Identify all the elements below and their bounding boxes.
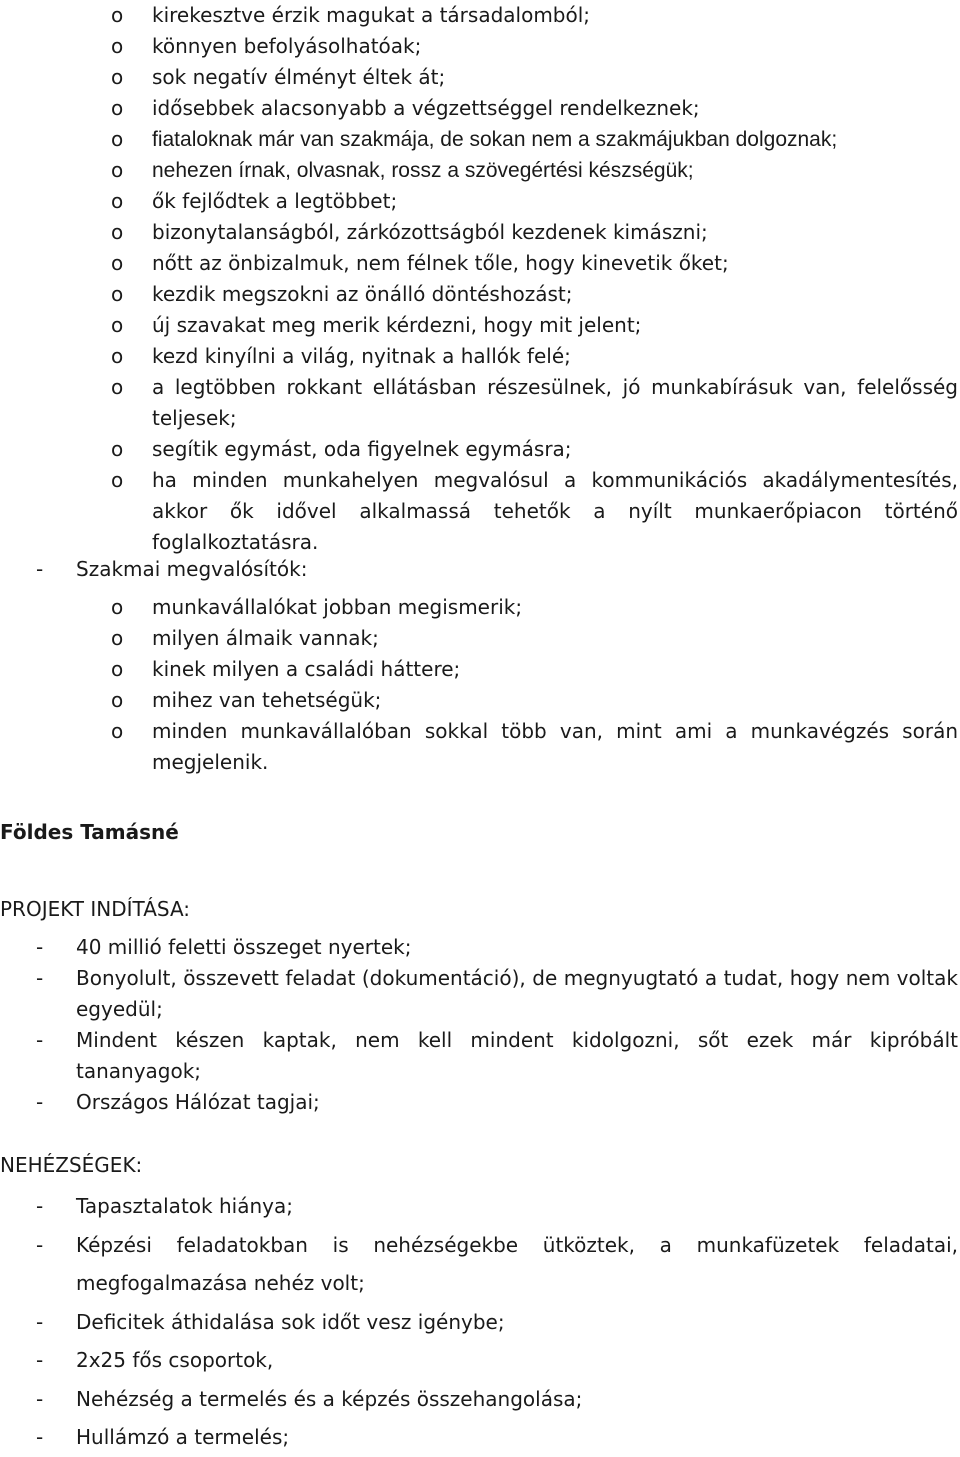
bullet-marker: o (111, 282, 124, 306)
list-item: o fiataloknak már van szakmája, de sokan nem a szakmájukban dolgoznak; (0, 124, 960, 155)
list-item: - Deficitek áthidalása sok időt vesz igénybe; (0, 1303, 960, 1342)
dash-marker: - (36, 1348, 44, 1372)
section-heading: Szakmai megvalósítók: (76, 557, 308, 581)
dash-marker: - (36, 966, 44, 990)
bullet-marker: o (111, 34, 124, 58)
list-item: o ha minden munkahelyen megvalósul a kommunikációs akadálymentesítés, akkor ők idővel alkalmassá tehetők a nyílt munkaerőpiacon történő foglalkoztatásra. (0, 465, 960, 558)
implementers-list (0, 592, 960, 778)
bullet-marker: o (111, 437, 124, 461)
list-item: - Hullámzó a termelés; (0, 1418, 960, 1457)
list-item: o ők fejlődtek a legtöbbet; (0, 186, 960, 217)
dash-marker: - (36, 935, 44, 959)
bullet-marker: o (111, 65, 124, 89)
project-heading: PROJEKT INDÍTÁSA: (0, 897, 191, 921)
difficulties-list (0, 1187, 960, 1457)
list-item: - Országos Hálózat tagjai; (0, 1087, 960, 1118)
dash-marker: - (36, 1028, 44, 1052)
dash-marker: - (36, 1425, 44, 1449)
list-item: o minden munkavállalóban sokkal több van, mint ami a munkavégzés során megjelenik. (0, 716, 960, 778)
list-item: - 2x25 fős csoportok, (0, 1341, 960, 1380)
bullet-marker: o (111, 313, 124, 337)
bullet-marker: o (111, 127, 124, 151)
list-item: - Képzési feladatokban is nehézségekbe ütköztek, a munkafüzetek feladatai, megfogalmazása nehéz volt; (0, 1226, 960, 1303)
bullet-marker: o (111, 344, 124, 368)
list-item: - Mindent készen kaptak, nem kell mindent kidolgozni, sőt ezek már kipróbált tananyagok; (0, 1025, 960, 1087)
project-list (0, 932, 960, 1118)
list-item: o kirekesztve érzik magukat a társadalomból; (0, 0, 960, 31)
bullet-marker: o (111, 189, 124, 213)
list-item: - 40 millió feletti összeget nyertek; (0, 932, 960, 963)
list-item: o segítik egymást, oda figyelnek egymásra; (0, 434, 960, 465)
bullet-marker: o (111, 158, 124, 182)
list-item: o munkavállalókat jobban megismerik; (0, 592, 960, 623)
list-item: o kezdik megszokni az önálló döntéshozást; (0, 279, 960, 310)
bullet-marker: o (111, 251, 124, 275)
list-item: o idősebbek alacsonyabb a végzettséggel rendelkeznek; (0, 93, 960, 124)
dash-marker: - (36, 1309, 44, 1334)
list-item: o kinek milyen a családi háttere; (0, 654, 960, 685)
bullet-marker: o (111, 657, 124, 681)
dash-marker: - (36, 557, 44, 581)
characteristics-list (0, 0, 960, 558)
list-item: o sok negatív élményt éltek át; (0, 62, 960, 93)
bullet-marker: o (111, 375, 124, 399)
bullet-marker: o (111, 96, 124, 120)
difficulties-heading: NEHÉZSÉGEK: (0, 1153, 143, 1177)
bullet-marker: o (111, 719, 124, 743)
list-item: - Bonyolult, összevett feladat (dokumentáció), de megnyugtató a tudat, hogy nem voltak egyedül; (0, 963, 960, 1025)
bullet-marker: o (111, 626, 124, 650)
list-item: o bizonytalanságból, zárkózottságból kezdenek kimászni; (0, 217, 960, 248)
list-item: o nőtt az önbizalmuk, nem félnek tőle, hogy kinevetik őket; (0, 248, 960, 279)
list-item: o milyen álmaik vannak; (0, 623, 960, 654)
bullet-marker: o (111, 688, 124, 712)
bullet-marker: o (111, 220, 124, 244)
list-item: - Tapasztalatok hiánya; (0, 1187, 960, 1226)
list-item: o nehezen írnak, olvasnak, rossz a szövegértési készségük; (0, 155, 960, 186)
list-item: o mihez van tehetségük; (0, 685, 960, 716)
list-item: o új szavakat meg merik kérdezni, hogy mit jelent; (0, 310, 960, 341)
dash-marker: - (36, 1090, 44, 1114)
list-item: o kezd kinyílni a világ, nyitnak a hallók felé; (0, 341, 960, 372)
dash-marker: - (36, 1194, 44, 1218)
bullet-marker: o (111, 3, 124, 27)
author-name: Földes Tamásné (0, 820, 179, 844)
bullet-marker: o (111, 468, 124, 492)
dash-marker: - (36, 1232, 44, 1257)
bullet-marker: o (111, 595, 124, 619)
section-heading-row (0, 550, 960, 588)
list-item: o könnyen befolyásolhatóak; (0, 31, 960, 62)
list-item: - Nehézség a termelés és a képzés összehangolása; (0, 1380, 960, 1419)
dash-marker: - (36, 1386, 44, 1411)
list-item: o a legtöbben rokkant ellátásban részesülnek, jó munkabírásuk van, felelősség teljesek; (0, 372, 960, 434)
